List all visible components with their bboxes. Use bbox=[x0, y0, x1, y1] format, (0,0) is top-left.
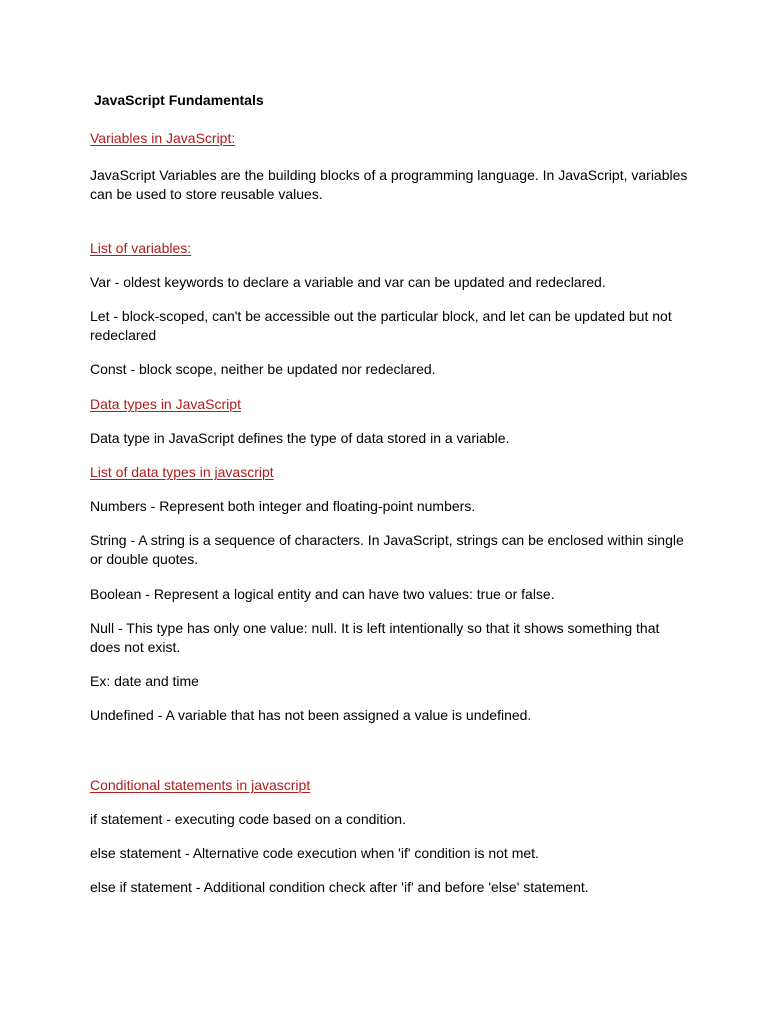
numbers-description: Numbers - Represent both integer and floating-point numbers. bbox=[90, 498, 476, 514]
string-description: String - A string is a sequence of characters. In JavaScript, strings can be enclosed within single or double quotes. bbox=[90, 532, 684, 567]
list-of-data-types-heading: List of data types in javascript bbox=[90, 464, 274, 480]
document-title: JavaScript Fundamentals bbox=[94, 92, 264, 108]
null-description: Null - This type has only one value: null. It is left intentionally so that it shows something that does not exist. bbox=[90, 620, 660, 655]
else-statement-description: else statement - Alternative code execution when 'if' condition is not met. bbox=[90, 845, 539, 861]
let-description: Let - block-scoped, can't be accessible out the particular block, and let can be updated but not redeclared bbox=[90, 308, 672, 343]
undefined-description: Undefined - A variable that has not been assigned a value is undefined. bbox=[90, 707, 532, 723]
boolean-description: Boolean - Represent a logical entity and can have two values: true or false. bbox=[90, 586, 555, 602]
list-of-variables-heading: List of variables: bbox=[90, 240, 192, 256]
var-description: Var - oldest keywords to declare a variable and var can be updated and redeclared. bbox=[90, 274, 606, 290]
if-statement-description: if statement - executing code based on a condition. bbox=[90, 811, 406, 827]
data-types-heading: Data types in JavaScript bbox=[90, 396, 241, 412]
else-if-statement-description: else if statement - Additional condition check after 'if' and before 'else' statement. bbox=[90, 879, 589, 895]
example-note: Ex: date and time bbox=[90, 673, 199, 689]
variables-intro-paragraph: JavaScript Variables are the building blocks of a programming language. In JavaScript, variables can be used to store reusable values. bbox=[90, 167, 688, 202]
conditional-statements-heading: Conditional statements in javascript bbox=[90, 777, 311, 793]
variables-heading: Variables in JavaScript: bbox=[90, 130, 236, 146]
data-types-intro-paragraph: Data type in JavaScript defines the type of data stored in a variable. bbox=[90, 430, 510, 446]
const-description: Const - block scope, neither be updated nor redeclared. bbox=[90, 361, 436, 377]
